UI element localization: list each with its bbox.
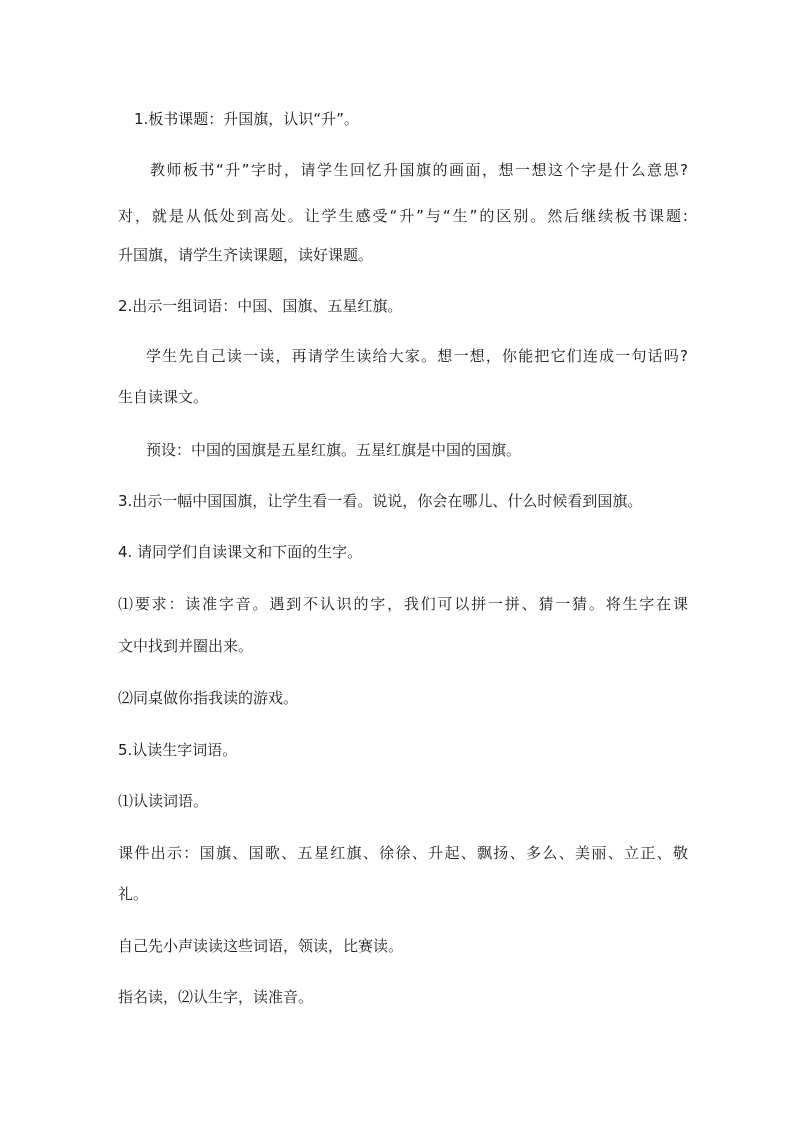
step-5-heading: 5.认读生字词语。 — [118, 741, 238, 759]
paragraph-line: 生自读课文。 — [118, 388, 209, 406]
paragraph-line: ⑴认读词语。 — [118, 792, 209, 810]
paragraph-line: 对，就是从低处到高处。让学生感受“升”与“生”的区别。然后继续板书课题: — [118, 207, 688, 225]
paragraph-line: ⑵同桌做你指我读的游戏。 — [118, 689, 299, 707]
preset-answer: 预设：中国的国旗是五星红旗。五星红旗是中国的国旗。 — [146, 441, 522, 459]
paragraph-line: 指名读，⑵认生字，读准音。 — [118, 988, 314, 1006]
step-1-heading: 1.板书课题：升国旗，认识“升”。 — [134, 110, 359, 128]
step-2-heading: 2.出示一组词语：中国、国旗、五星红旗。 — [118, 297, 403, 315]
step-3-heading: 3.出示一幅中国国旗，让学生看一看。说说，你会在哪儿、什么时候看到国旗。 — [118, 492, 643, 510]
paragraph-line: ⑴要求：读准字音。遇到不认识的字，我们可以拼一拼、猜一猜。将生字在课 — [118, 595, 688, 613]
paragraph-line: 文中找到并圈出来。 — [118, 637, 254, 655]
paragraph-line: 课件出示：国旗、国歌、五星红旗、徐徐、升起、飘扬、多么、美丽、立正、敬 — [118, 844, 688, 862]
paragraph-line: 学生先自己读一读，再请学生读给大家。想一想，你能把它们连成一句话吗? — [146, 347, 688, 365]
paragraph-line: 礼。 — [118, 885, 149, 903]
step-4-heading: 4. 请同学们自读课文和下面的生字。 — [118, 543, 363, 561]
paragraph-line: 自己先小声读读这些词语，领读，比赛读。 — [118, 937, 404, 955]
paragraph-line: 升国旗，请学生齐读课题，读好课题。 — [118, 246, 374, 264]
paragraph-line: 教师板书“升”字时，请学生回忆升国旗的画面，想一想这个字是什么意思? — [150, 161, 688, 179]
